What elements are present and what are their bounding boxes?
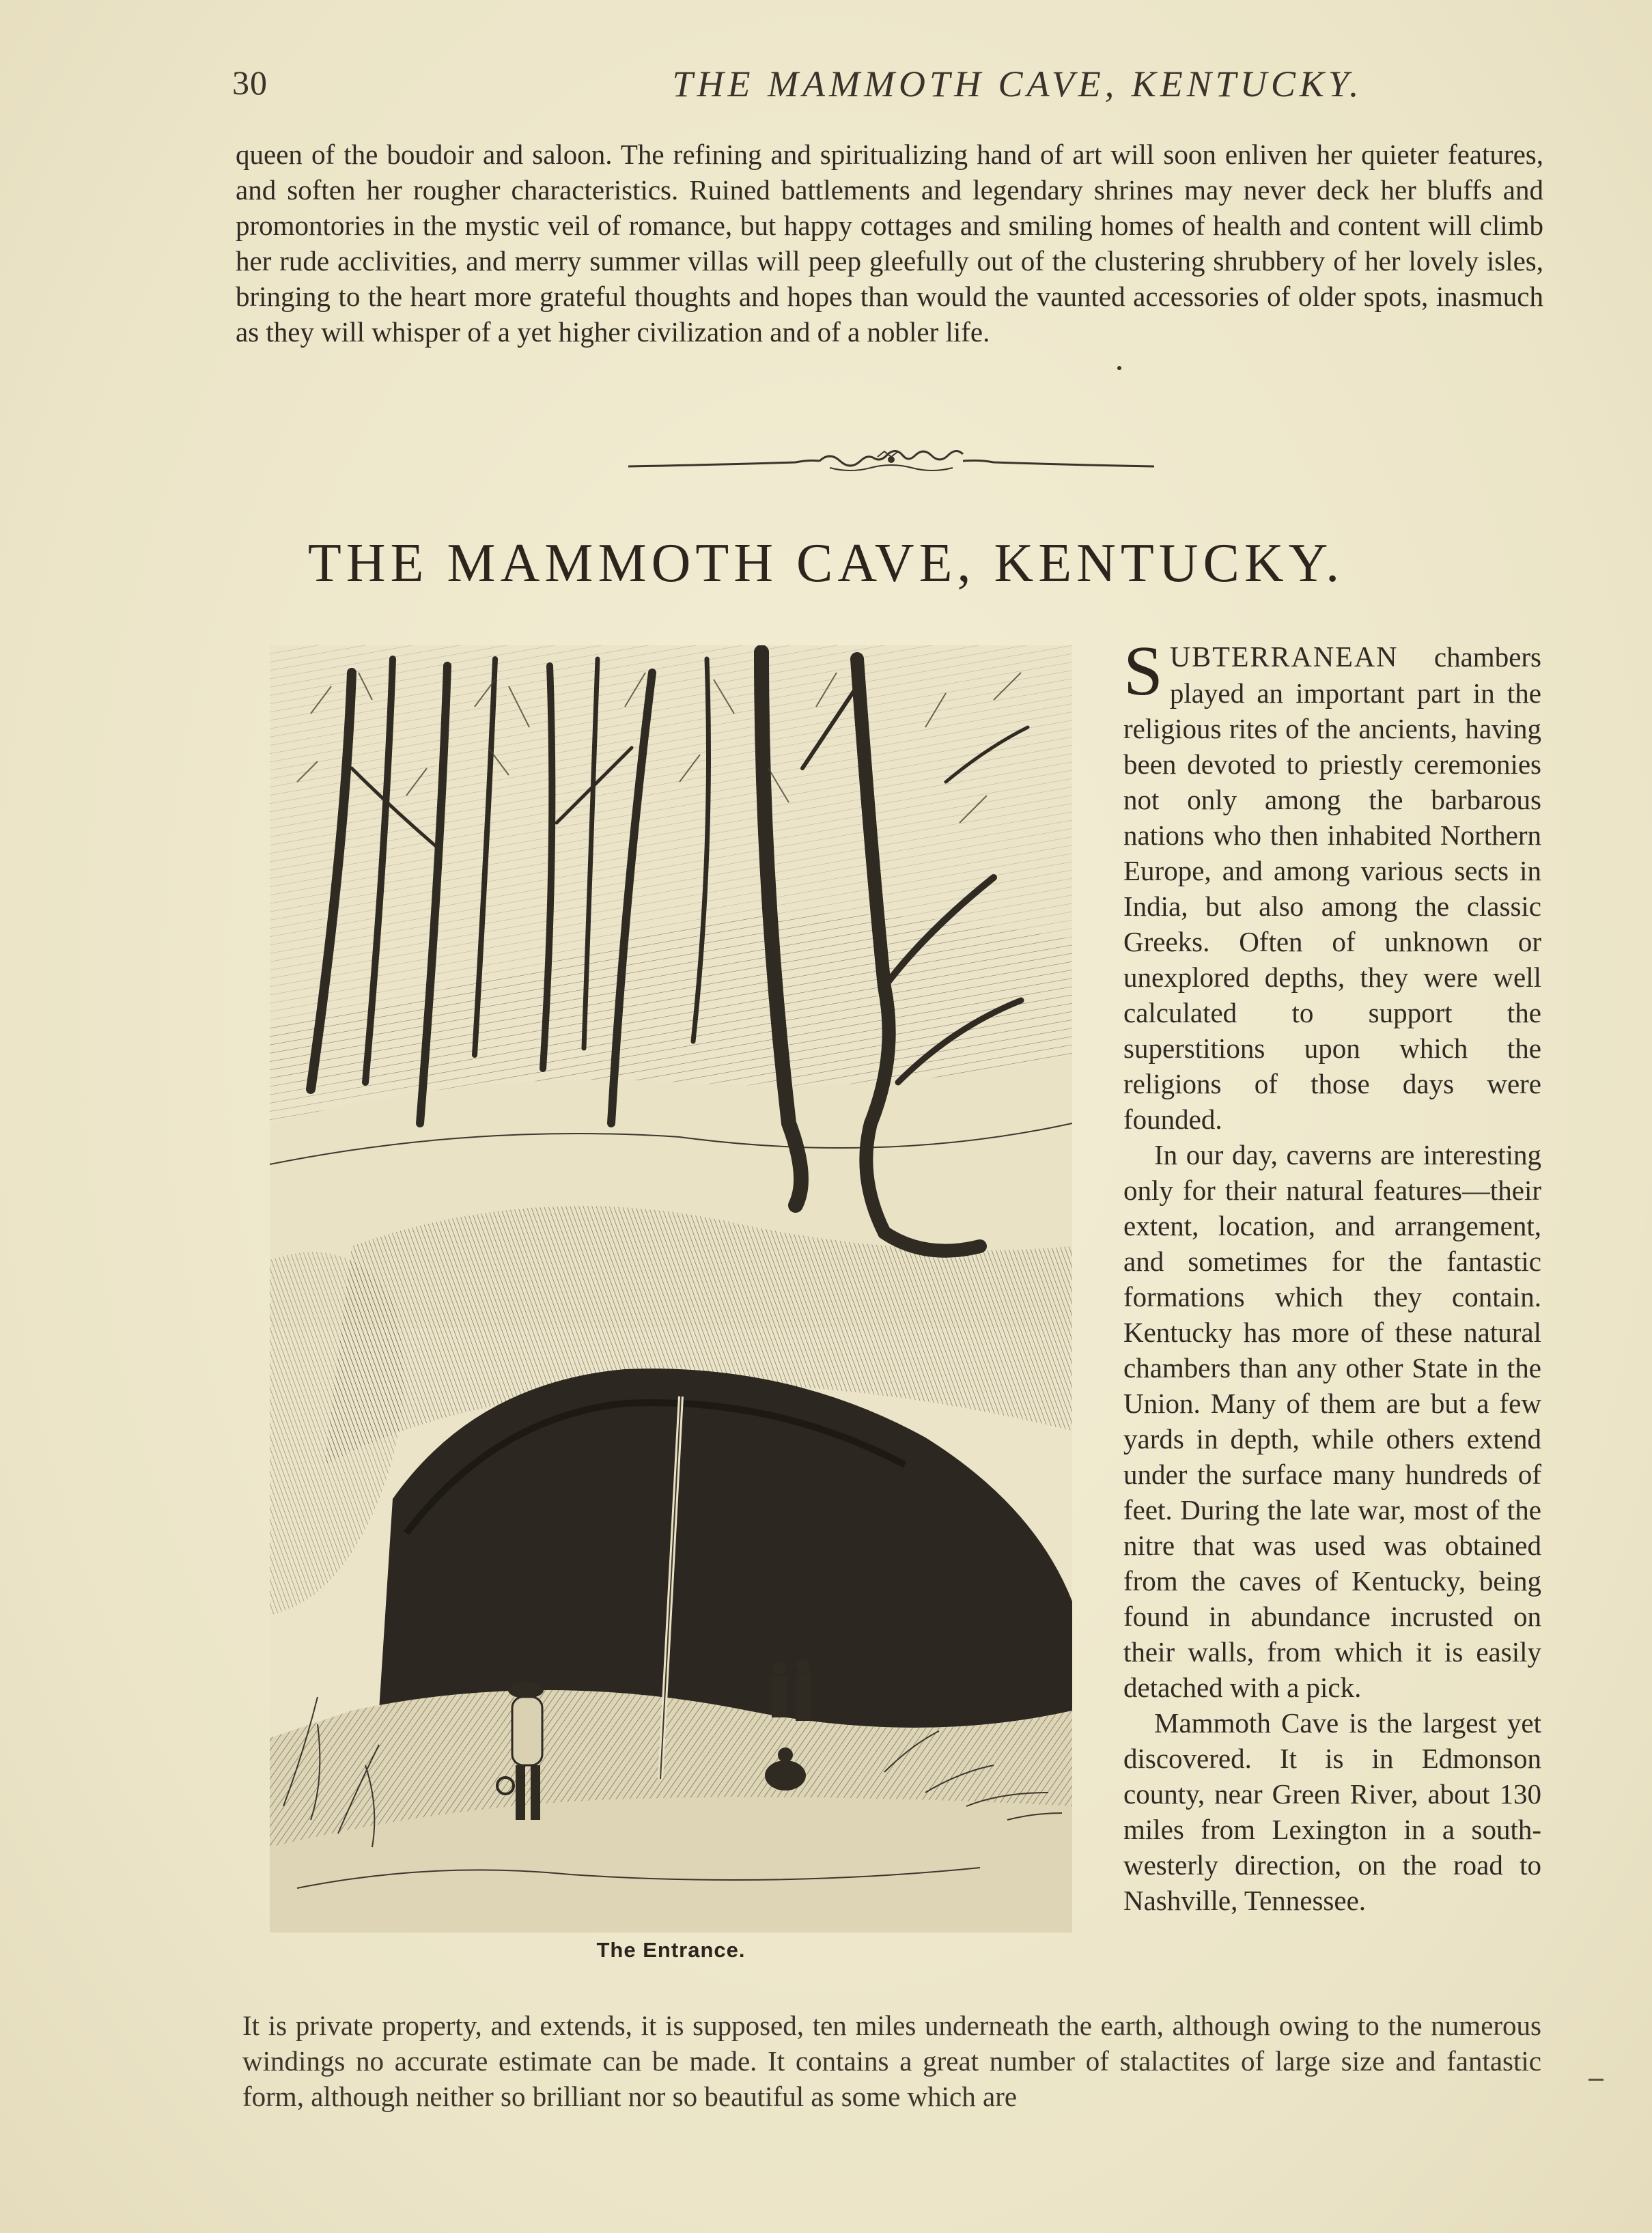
margin-mark (1588, 2079, 1604, 2081)
running-head (232, 63, 1543, 117)
article-column (1123, 632, 1541, 1918)
intro-paragraph-block (236, 137, 1543, 350)
paragraph-1-text: chambers played an important part in the religious rites of the ancients, having been devoted to priestly ceremonies not only among the barbarous nations who then inhabited Northern Europe, and among various sects in India, but also among the classic Greeks. Often of unknown or unexplored depths, they were well calculated to support the superstitions upon which the religions of those days were founded. (1123, 641, 1541, 1135)
article-paragraph-2: In our day, caverns are interesting only for their natural features—their extent, location, and arrangement, and sometimes for the fantastic formations which they contain. Kentucky has more of these natural chambers than any other State in the Union. Many of them are but a few yards in depth, while others extend under the surface many hundreds of feet. During the late war, most of the nitre that was used was obtained from the caves of Kentucky, being found in abundance incrusted on their walls, from which it is easily detached with a pick. (1123, 1139, 1541, 1703)
opening-word: UBTERRANEAN (1169, 642, 1399, 673)
page-number: 30 (232, 64, 268, 102)
intro-paragraph: queen of the boudoir and saloon. The refining and spiritualizing hand of art will soon enliven her quieter features, and soften her rougher characteristics. Ruined battlements and legendary shrines may never deck her bluffs and promontories in the mystic veil of romance, but happy cottages and smiling homes of health and content will climb her rude acclivities, and merry summer villas will peep gleefully out of the clustering shrubbery of her lovely isles, bringing to the heart more grateful thoughts and hopes than would the vaunted accessories of older spots, inasmuch as they will whisper of a yet higher civilization and of a nobler life. (236, 139, 1543, 348)
illustration-caption: The Entrance. (596, 1938, 746, 1962)
cave-entrance-engraving (270, 645, 1072, 1933)
running-title: THE MAMMOTH CAVE, KENTUCKY. (672, 64, 1363, 104)
article-paragraph-4: It is private property, and extends, it is supposed, ten miles underneath the earth, although owing to the numerous windings no accurate estimate can be made. It contains a great number of stalactites of large size and fantastic form, although neither so brilliant nor so beautiful as some which are (242, 2010, 1541, 2112)
article-paragraph-1 (1123, 632, 1541, 1137)
article-continuation (242, 2008, 1541, 2114)
stray-ink-dot (1117, 366, 1121, 370)
drop-cap: S (1123, 632, 1163, 710)
article-paragraph-3: Mammoth Cave is the largest yet discovered. It is in Edmonson county, near Green River, about 130 miles from Lexington in a south-westerly direction, on the road to Nashville, Tennessee. (1123, 1707, 1541, 1916)
section-divider-ornament (625, 447, 1158, 479)
article-title: THE MAMMOTH CAVE, KENTUCKY. (307, 533, 1345, 593)
